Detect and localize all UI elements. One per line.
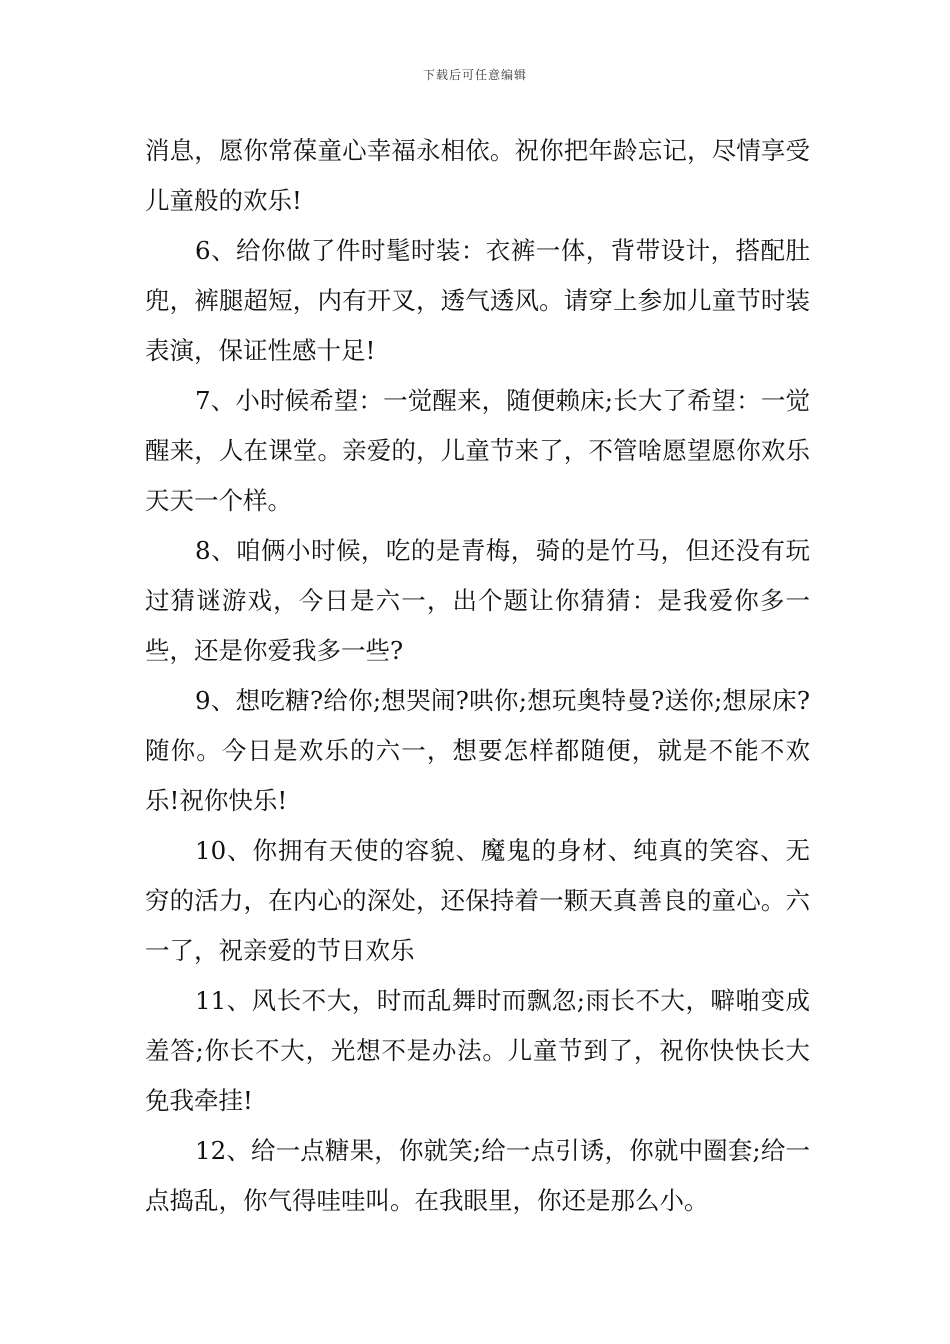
- paragraph-item-9: 9、想吃糖?给你;想哭闹?哄你;想玩奥特曼?送你;想尿床?随你。今日是欢乐的六一，想要怎样都随便，就是不能不欢乐!祝你快乐!: [145, 686, 810, 815]
- paragraph-item-7: 7、小时候希望：一觉醒来，随便赖床;长大了希望：一觉醒来，人在课堂。亲爱的，儿童节来了，不管啥愿望愿你欢乐天天一个样。: [145, 386, 810, 515]
- paragraph-item-10: 10、你拥有天使的容貌、魔鬼的身材、纯真的笑容、无穷的活力，在内心的深处，还保持着一颗天真善良的童心。六一了，祝亲爱的节日欢乐: [145, 836, 810, 965]
- paragraph-item-12: 12、给一点糖果，你就笑;给一点引诱，你就中圈套;给一点捣乱，你气得哇哇叫。在我眼里，你还是那么小。: [145, 1136, 810, 1215]
- document-body: [145, 126, 810, 1226]
- paragraph-item-8: 8、咱俩小时候，吃的是青梅，骑的是竹马，但还没有玩过猜谜游戏，今日是六一，出个题让你猜猜：是我爱你多一些，还是你爱我多一些?: [145, 536, 810, 665]
- page-header: 下载后可任意编辑: [422, 68, 527, 82]
- paragraph-item-11: 11、风长不大，时而乱舞时而飘忽;雨长不大，噼啪变成羞答;你长不大，光想不是办法。儿童节到了，祝你快快长大免我牵挂!: [145, 986, 810, 1115]
- paragraph-continuation: 消息，愿你常葆童心幸福永相依。祝你把年龄忘记，尽情享受儿童般的欢乐!: [145, 136, 810, 215]
- paragraph-item-6: 6、给你做了件时髦时装：衣裤一体，背带设计，搭配肚兜，裤腿超短，内有开叉，透气透风。请穿上参加儿童节时装表演，保证性感十足!: [145, 236, 810, 365]
